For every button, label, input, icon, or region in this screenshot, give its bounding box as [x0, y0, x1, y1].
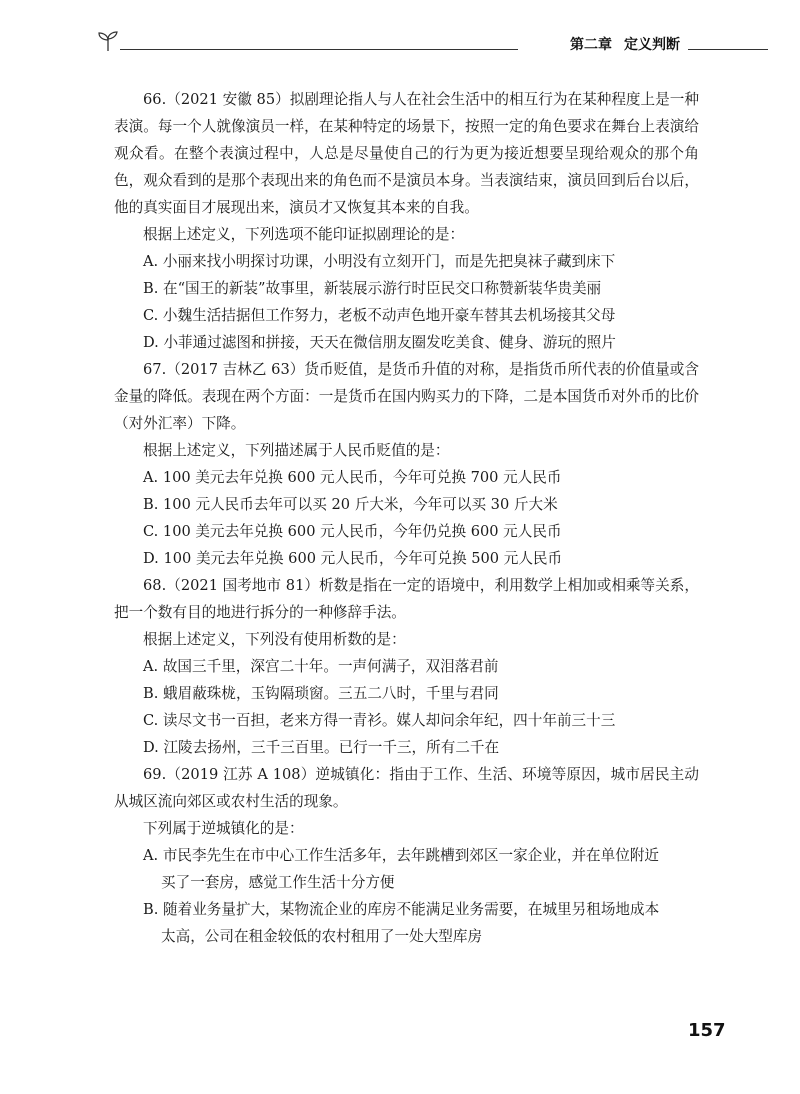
header-rule-right — [688, 49, 768, 50]
question-68-option-b: B. 蛾眉蔽珠栊，玉钩隔琐窗。三五二八时，千里与君同 — [143, 685, 499, 702]
section-label: 定义判断 — [624, 37, 680, 53]
sprout-icon — [96, 30, 120, 52]
chapter-label: 第二章 — [570, 37, 612, 53]
question-69-option-b-line2: 太高，公司在租金较低的农村租用了一处大型库房 — [161, 928, 483, 945]
header-rule-left — [120, 49, 518, 50]
question-66-stem: 66.（2021 安徽 85）拟剧理论指人与人在社会生活中的相互行为在某种程度上是一种表演。每一个人就像演员一样，在某种特定的场景下，按照一定的角色要求在舞台上表演给观众看。在整个表演过程中，人总是尽量使自己的行为更为接近想要呈现给观众的那个角色，观众看到的是那个表现出来的角色而不是演员本身。当表演结束，演员回到后台以后，他的真实面目才展现出来，演员才又恢复其本来的自我。 — [114, 91, 699, 216]
question-67-prompt: 根据上述定义，下列描述属于人民币贬值的是： — [143, 442, 450, 459]
question-69-prompt: 下列属于逆城镇化的是： — [143, 820, 304, 837]
question-66-option-d: D. 小菲通过滤图和拼接，天天在微信朋友圈发吃美食、健身、游玩的照片 — [143, 334, 616, 351]
question-68-stem: 68.（2021 国考地市 81）析数是指在一定的语境中，利用数学上相加或相乘等关系，把一个数有目的地进行拆分的一种修辞手法。 — [114, 577, 699, 621]
question-66-prompt: 根据上述定义，下列选项不能印证拟剧理论的是： — [143, 226, 465, 243]
question-66-option-c: C. 小魏生活拮据但工作努力，老板不动声色地开豪车替其去机场接其父母 — [143, 307, 616, 324]
running-header — [96, 28, 768, 58]
chapter-title — [558, 34, 680, 54]
question-67-option-b: B. 100 元人民币去年可以买 20 斤大米，今年可以买 30 斤大米 — [143, 496, 558, 513]
question-67-stem: 67.（2017 吉林乙 63）货币贬值，是货币升值的对称，是指货币所代表的价值量或含金量的降低。表现在两个方面：一是货币在国内购买力的下降，二是本国货币对外币的比价（对外汇率）下降。 — [114, 361, 699, 432]
question-66-option-b: B. 在“国王的新装”故事里，新装展示游行时臣民交口称赞新装华贵美丽 — [143, 280, 602, 297]
question-68-option-c: C. 读尽文书一百担，老来方得一青衫。媒人却问余年纪，四十年前三十三 — [143, 712, 616, 729]
question-69-option-a — [114, 842, 699, 896]
question-68-option-a: A. 故国三千里，深宫二十年。一声何满子，双泪落君前 — [143, 658, 499, 675]
question-67-option-a: A. 100 美元去年兑换 600 元人民币，今年可兑换 700 元人民币 — [143, 469, 562, 486]
question-67-option-c: C. 100 美元去年兑换 600 元人民币，今年仍兑换 600 元人民币 — [143, 523, 562, 540]
question-68-option-d: D. 江陵去扬州，三千三百里。已行一千三，所有二千在 — [143, 739, 500, 756]
question-66-option-a: A. 小丽来找小明探讨功课，小明没有立刻开门，而是先把臭袜子藏到床下 — [143, 253, 616, 270]
question-68-prompt: 根据上述定义，下列没有使用析数的是： — [143, 631, 406, 648]
question-69-option-a-line2: 买了一套房，感觉工作生活十分方便 — [161, 874, 395, 891]
question-69-option-b-line1: B. 随着业务量扩大，某物流企业的库房不能满足业务需要，在城里另租场地成本 — [143, 901, 660, 918]
page-number: 157 — [688, 1020, 726, 1041]
question-69-option-b — [114, 896, 699, 950]
question-69-option-a-line1: A. 市民李先生在市中心工作生活多年，去年跳槽到郊区一家企业，并在单位附近 — [143, 847, 660, 864]
question-69-stem: 69.（2019 江苏 A 108）逆城镇化：指由于工作、生活、环境等原因，城市居民主动从城区流向郊区或农村生活的现象。 — [114, 766, 699, 810]
question-67-option-d: D. 100 美元去年兑换 600 元人民币，今年可兑换 500 元人民币 — [143, 550, 563, 567]
page-body — [114, 86, 699, 950]
